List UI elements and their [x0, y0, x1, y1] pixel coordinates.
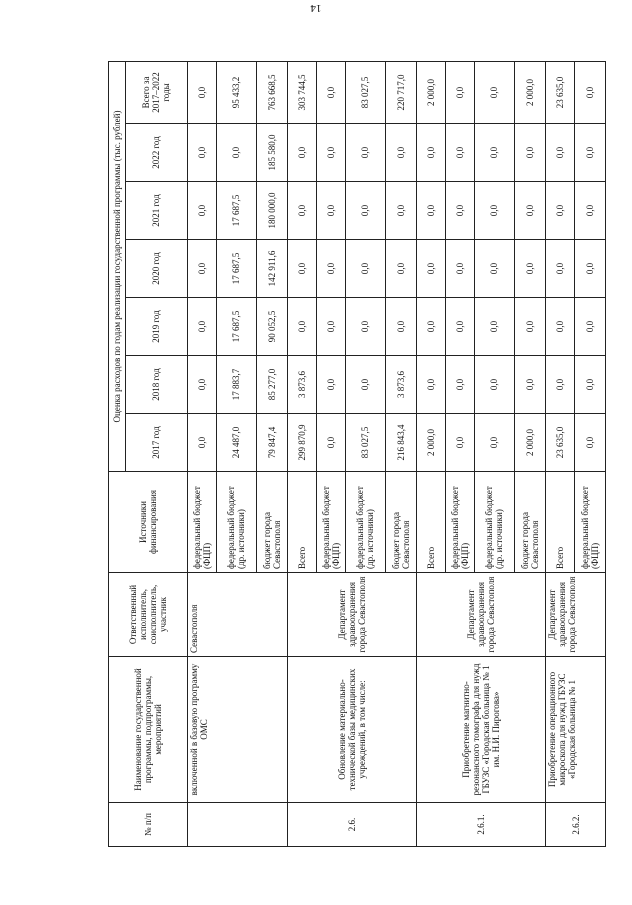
table-cell: 85 277,0 [257, 356, 288, 414]
table-cell: 17 687,5 [216, 298, 257, 356]
header-executor: Ответственный исполнитель, соисполнитель, участник [109, 573, 188, 657]
header-total: Всего за 2017–2022 годы [125, 61, 187, 123]
table-cell: 3 873,6 [288, 356, 317, 414]
table-cell: 79 847,4 [257, 414, 288, 472]
table-cell: 0,0 [445, 414, 474, 472]
table-cell: 180 000,0 [257, 182, 288, 240]
table-cell: 303 744,5 [288, 61, 317, 123]
table-cell: 2 000,0 [515, 414, 546, 472]
table-cell: 0,0 [288, 124, 317, 182]
page-number: 14 [310, 2, 322, 14]
table-cell: 0,0 [316, 356, 345, 414]
table-cell: 0,0 [417, 298, 446, 356]
budget-table [108, 61, 606, 847]
table-cell: 24 487,0 [216, 414, 257, 472]
table-cell: 0,0 [574, 414, 605, 472]
row-no [187, 803, 287, 847]
table-cell: 0,0 [417, 240, 446, 298]
table-cell: 2 000,0 [417, 61, 446, 123]
source-label: федеральный бюджет (др. источники) [474, 472, 515, 573]
table-cell: 0,0 [546, 182, 575, 240]
table-row [546, 61, 575, 846]
table-cell: 0,0 [288, 240, 317, 298]
table-cell: 23 635,0 [546, 61, 575, 123]
table-cell: 0,0 [445, 61, 474, 123]
table-cell: 0,0 [316, 240, 345, 298]
table-cell: 23 635,0 [546, 414, 575, 472]
table-cell: 17 687,5 [216, 182, 257, 240]
row-name: Приобретение магнитно-резонансного томографа для нужд ГБУЗС «Городская больница № 1 им. Н.И. Пирогова» [417, 657, 546, 803]
header-2021: 2021 год [125, 182, 187, 240]
source-label: бюджет города Севастополя [386, 472, 417, 573]
table-cell: 0,0 [515, 124, 546, 182]
row-no: 2.6.1. [417, 803, 546, 847]
table-cell: 0,0 [187, 240, 216, 298]
header-sources: Источники финансирования [109, 472, 188, 573]
table-cell: 0,0 [386, 298, 417, 356]
table-cell: 0,0 [417, 124, 446, 182]
table-cell: 2 000,0 [417, 414, 446, 472]
table-cell: 216 843,4 [386, 414, 417, 472]
rotated-page [108, 62, 606, 847]
table-cell: 0,0 [187, 414, 216, 472]
table-cell: 83 027,5 [345, 61, 386, 123]
table-cell: 3 873,6 [386, 356, 417, 414]
table-cell: 0,0 [316, 414, 345, 472]
table-cell: 0,0 [417, 356, 446, 414]
table-cell: 0,0 [546, 356, 575, 414]
table-cell: 0,0 [574, 182, 605, 240]
row-name: Обновление материально-технической базы медицинских учреждений, в том числе: [288, 657, 417, 803]
table-cell: 17 687,5 [216, 240, 257, 298]
table-cell: 95 433,2 [216, 61, 257, 123]
row-executor: Департамент здравоохранения города Севастополя [417, 573, 546, 657]
header-2017: 2017 год [125, 414, 187, 472]
table-cell: 2 000,0 [515, 61, 546, 123]
table-cell: 0,0 [445, 298, 474, 356]
table-cell: 299 870,9 [288, 414, 317, 472]
table-cell: 0,0 [187, 182, 216, 240]
table-cell: 0,0 [474, 240, 515, 298]
source-label: бюджет города Севастополя [257, 472, 288, 573]
row-no: 2.6.2. [546, 803, 606, 847]
table-cell: 0,0 [316, 124, 345, 182]
row-no: 2.6. [288, 803, 417, 847]
table-cell: 83 027,5 [345, 414, 386, 472]
source-label: Всего [546, 472, 575, 573]
table-cell: 0,0 [216, 124, 257, 182]
row-name: включенной в базовую программу ОМС [187, 657, 287, 803]
table-cell: 0,0 [546, 298, 575, 356]
table-cell: 0,0 [574, 356, 605, 414]
table-cell: 17 883,7 [216, 356, 257, 414]
table-cell: 0,0 [316, 298, 345, 356]
source-label: федеральный бюджет (др. источники) [216, 472, 257, 573]
table-row [288, 61, 317, 846]
table-cell: 0,0 [386, 124, 417, 182]
table-cell: 0,0 [515, 356, 546, 414]
source-label: федеральный бюджет (ФЦП) [316, 472, 345, 573]
table-cell: 0,0 [187, 356, 216, 414]
table-cell: 0,0 [515, 182, 546, 240]
table-cell: 0,0 [445, 240, 474, 298]
table-cell: 0,0 [288, 182, 317, 240]
source-label: Всего [288, 472, 317, 573]
table-cell: 0,0 [515, 240, 546, 298]
source-label: федеральный бюджет (ФЦП) [574, 472, 605, 573]
table-cell: 0,0 [574, 124, 605, 182]
table-row [417, 61, 446, 846]
table-cell: 0,0 [445, 356, 474, 414]
header-2018: 2018 год [125, 356, 187, 414]
table-cell: 90 052,5 [257, 298, 288, 356]
header-name: Наименование государственной программы, подпрограммы, мероприятий [109, 657, 188, 803]
table-cell: 0,0 [288, 298, 317, 356]
table-cell: 0,0 [316, 61, 345, 123]
row-executor: Департамент здравоохранения города Севастополя [288, 573, 417, 657]
header-no: № п/п [109, 803, 188, 847]
table-cell: 0,0 [546, 240, 575, 298]
table-cell: 0,0 [445, 124, 474, 182]
table-cell: 0,0 [386, 240, 417, 298]
table-cell: 0,0 [474, 298, 515, 356]
table-cell: 185 580,0 [257, 124, 288, 182]
table-cell: 0,0 [574, 61, 605, 123]
table-row [187, 61, 216, 846]
header-row-1 [109, 61, 126, 846]
header-estimate: Оценка расходов по годам реализации государственной программы (тыс. рублей) [109, 61, 126, 471]
table-cell: 0,0 [345, 182, 386, 240]
table-cell: 0,0 [445, 182, 474, 240]
table-cell: 0,0 [345, 124, 386, 182]
row-executor: Севастополя [187, 573, 287, 657]
table-cell: 0,0 [474, 356, 515, 414]
table-cell: 0,0 [187, 61, 216, 123]
row-name: Приобретение операционного микроскопа для нужд ГБУЗС «Городская больница № 1 [546, 657, 606, 803]
source-label: бюджет города Севастополя [515, 472, 546, 573]
table-cell: 0,0 [574, 298, 605, 356]
row-executor: Департамент здравоохранения города Севастополя [546, 573, 606, 657]
table-cell: 0,0 [345, 240, 386, 298]
source-label: федеральный бюджет (ФЦП) [445, 472, 474, 573]
table-cell: 0,0 [345, 356, 386, 414]
table-cell: 0,0 [386, 182, 417, 240]
table-cell: 763 668,5 [257, 61, 288, 123]
source-label: Всего [417, 472, 446, 573]
header-2019: 2019 год [125, 298, 187, 356]
source-label: федеральный бюджет (ФЦП) [187, 472, 216, 573]
table-cell: 0,0 [417, 182, 446, 240]
table-cell: 142 911,6 [257, 240, 288, 298]
table-cell: 0,0 [474, 414, 515, 472]
table-cell: 0,0 [316, 182, 345, 240]
table-cell: 0,0 [515, 298, 546, 356]
source-label: федеральный бюджет (др. источники) [345, 472, 386, 573]
table-cell: 220 717,0 [386, 61, 417, 123]
table-cell: 0,0 [345, 298, 386, 356]
table-cell: 0,0 [187, 298, 216, 356]
table-cell: 0,0 [474, 61, 515, 123]
header-2020: 2020 год [125, 240, 187, 298]
table-cell: 0,0 [474, 182, 515, 240]
header-2022: 2022 год [125, 124, 187, 182]
table-cell: 0,0 [474, 124, 515, 182]
table-cell: 0,0 [187, 124, 216, 182]
table-cell: 0,0 [574, 240, 605, 298]
table-cell: 0,0 [546, 124, 575, 182]
